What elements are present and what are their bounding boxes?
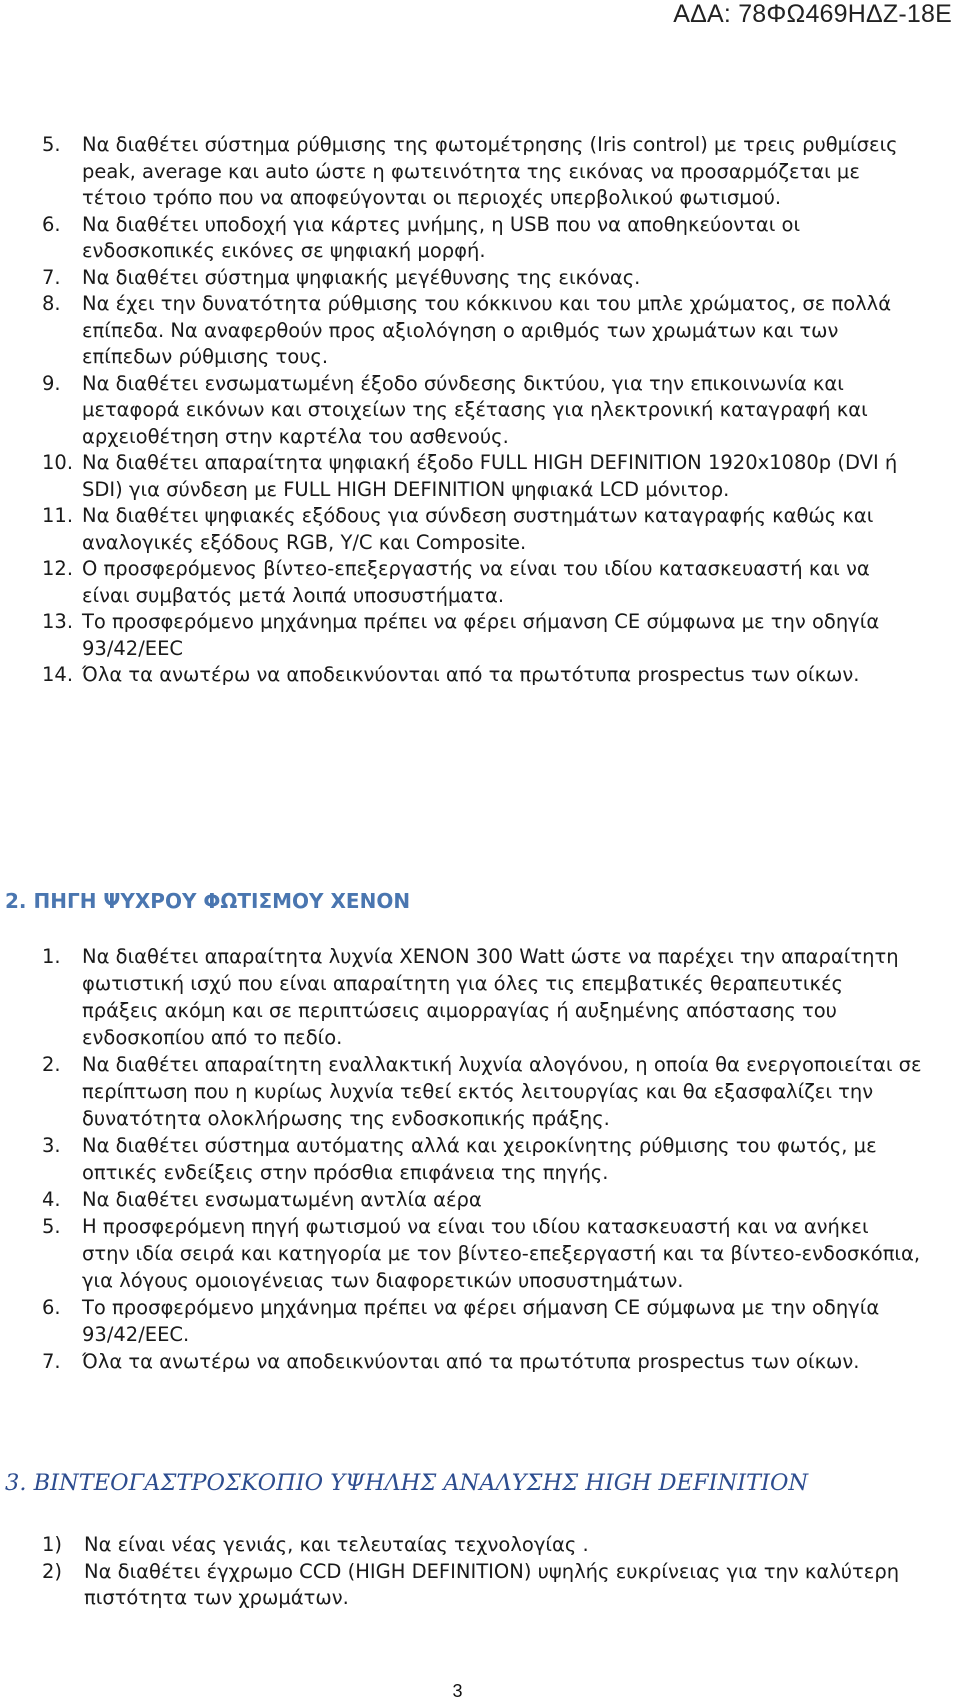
section-2-list	[42, 943, 922, 1375]
list-item	[42, 265, 922, 292]
list-item	[42, 212, 922, 265]
item-text: Να διαθέτει ενσωματωμένη έξοδο σύνδεσης δικτύου, για την επικοινωνία και μεταφορά εικόνων και στοιχείων της εξέτασης για ηλεκτρονική καταγραφή και αρχειοθέτηση στην καρτέλα του ασθενούς.	[82, 371, 868, 448]
item-number: 7.	[42, 265, 61, 289]
item-text: Να έχει την δυνατότητα ρύθμισης του κόκκινου και του μπλε χρώματος, σε πολλά επίπεδα. Να αναφερθούν προς αξιολόγηση ο αριθμός των χρωμάτων και των επίπεδων ρύθμισης τους.	[82, 292, 892, 368]
item-number: 7.	[42, 1350, 61, 1373]
item-number: 12.	[42, 557, 74, 580]
list-item	[42, 1294, 922, 1348]
item-number: 6.	[42, 212, 61, 236]
item-number: 8.	[42, 292, 61, 315]
item-text: Το προσφερόμενο μηχάνημα πρέπει να φέρει σήμανση CE σύμφωνα με την οδηγία 93/42/EEC.	[82, 1296, 880, 1346]
item-number: 9.	[42, 371, 61, 395]
item-number: 3.	[42, 1134, 61, 1157]
section-3-list	[42, 1532, 922, 1612]
list-item	[42, 609, 922, 662]
list-item	[42, 556, 922, 609]
item-number: 1.	[42, 945, 61, 968]
item-text: Η προσφερόμενη πηγή φωτισμού να είναι του ιδίου κατασκευαστή και να ανήκει στην ιδία σειρά και κατηγορία με τον βίντεο-επεξεργαστή και τα βίντεο-ενδοσκόπια, για λόγους ομοιογένειας των διαφορετικών υποσυστημάτων.	[82, 1215, 921, 1292]
item-text: Να διαθέτει έγχρωμο CCD (HIGH DEFINITION) υψηλής ευκρίνειας για την καλύτερη πιστότητα των χρωμάτων.	[84, 1559, 900, 1609]
list-item	[42, 662, 922, 689]
item-text: Να διαθέτει σύστημα αυτόματης αλλά και χειροκίνητης ρύθμισης του φωτός, με οπτικές ενδείξεις στην πρόσθια επιφάνεια της πηγής.	[82, 1134, 877, 1184]
ada-identifier: ΑΔΑ: 78ΦΩ469ΗΔΖ-18Ε	[673, 0, 952, 28]
list-item	[42, 1186, 922, 1213]
item-number: 13.	[42, 610, 74, 633]
item-text: Να διαθέτει ενσωματωμένη αντλία αέρα	[82, 1188, 482, 1211]
item-text: Το προσφερόμενο μηχάνημα πρέπει να φέρει σήμανση CE σύμφωνα με την οδηγία 93/42/EEC	[82, 610, 880, 660]
list-item	[42, 371, 922, 451]
item-text: Ο προσφερόμενος βίντεο-επεξεργαστής να είναι του ιδίου κατασκευαστή και να είναι συμβατός μετά λοιπά υποσυστήματα.	[82, 557, 870, 607]
item-number: 5.	[42, 1215, 61, 1238]
item-number: 1)	[42, 1533, 63, 1556]
item-number: 2.	[42, 1053, 61, 1076]
item-text: Να διαθέτει απαραίτητα ψηφιακή έξοδο FULL HIGH DEFINITION 1920x1080p (DVI ή SDI) για σύνδεση με FULL HIGH DEFINITION ψηφιακά LCD μόνιτορ.	[82, 451, 898, 501]
list-item	[42, 503, 922, 556]
item-text: Να είναι νέας γενιάς, και τελευταίας τεχνολογίας .	[84, 1533, 589, 1556]
list-item	[42, 943, 922, 1051]
item-number: 5.	[42, 133, 61, 156]
item-text: Να διαθέτει απαραίτητη εναλλακτική λυχνία αλογόνου, η οποία θα ενεργοποιείται σε περίπτωση που η κυρίως λυχνία τεθεί εκτός λειτουργίας και θα εξασφαλίζει την δυνατότητα ολοκλήρωσης της ενδοσκοπικής πράξης.	[82, 1053, 922, 1130]
list-item	[42, 1348, 922, 1375]
item-text: Να διαθέτει απαραίτητα λυχνία XENON 300 Watt ώστε να παρέχει την απαραίτητη φωτιστική ισχύ που είναι απαραίτητη για όλες τις επεμβατικές θεραπευτικές πράξεις ακόμη και σε περιπτώσεις αιμορραγίας ή αυξημένης απόστασης του ενδοσκοπίου από το πεδίο.	[82, 945, 899, 1049]
item-number: 10.	[42, 451, 74, 474]
section-2-heading: 2. ΠΗΓΗ ΨΥΧΡΟΥ ΦΩΤΙΣΜΟΥ XENON	[5, 889, 411, 913]
item-text: Να διαθέτει σύστημα ρύθμισης της φωτομέτρησης (Iris control) με τρεις ρυθμίσεις peak, average και auto ώστε η φωτεινότητα της εικόνας να προσαρμόζεται με τέτοιο τρόπο που να αποφεύγονται οι περιοχές υπερβολικού φωτισμού.	[82, 133, 898, 209]
list-item	[42, 132, 922, 212]
item-number: 6.	[42, 1296, 61, 1319]
item-number: 4.	[42, 1188, 61, 1211]
section-3-heading: 3. ΒΙΝΤΕΟΓΑΣΤΡΟΣΚΟΠΙΟ ΥΨΗΛΗΣ ΑΝΑΛΥΣΗΣ HIGH DEFINITION	[5, 1470, 809, 1496]
page-number: 3	[452, 1681, 463, 1701]
item-number: 2)	[42, 1559, 63, 1583]
item-text: Όλα τα ανωτέρω να αποδεικνύονται από τα πρωτότυπα prospectus των οίκων.	[82, 1350, 860, 1373]
item-number: 11.	[42, 504, 74, 527]
item-text: Όλα τα ανωτέρω να αποδεικνύονται από τα πρωτότυπα prospectus των οίκων.	[82, 663, 860, 686]
requirements-list-continued	[42, 132, 922, 689]
list-item	[42, 291, 922, 371]
list-item	[42, 1051, 922, 1132]
item-number: 14.	[42, 663, 74, 686]
list-item	[42, 1532, 922, 1559]
list-item	[42, 450, 922, 503]
item-text: Να διαθέτει υποδοχή για κάρτες μνήμης, η USB που να αποθηκεύονται οι ενδοσκοπικές εικόνες σε ψηφιακή μορφή.	[82, 212, 801, 262]
item-text: Να διαθέτει ψηφιακές εξόδους για σύνδεση συστημάτων καταγραφής καθώς και αναλογικές εξόδους RGB, Y/C και Composite.	[82, 504, 874, 554]
list-item	[42, 1559, 922, 1612]
list-item	[42, 1132, 922, 1186]
item-text: Να διαθέτει σύστημα ψηφιακής μεγέθυνσης της εικόνας.	[82, 265, 641, 289]
list-item	[42, 1213, 922, 1294]
